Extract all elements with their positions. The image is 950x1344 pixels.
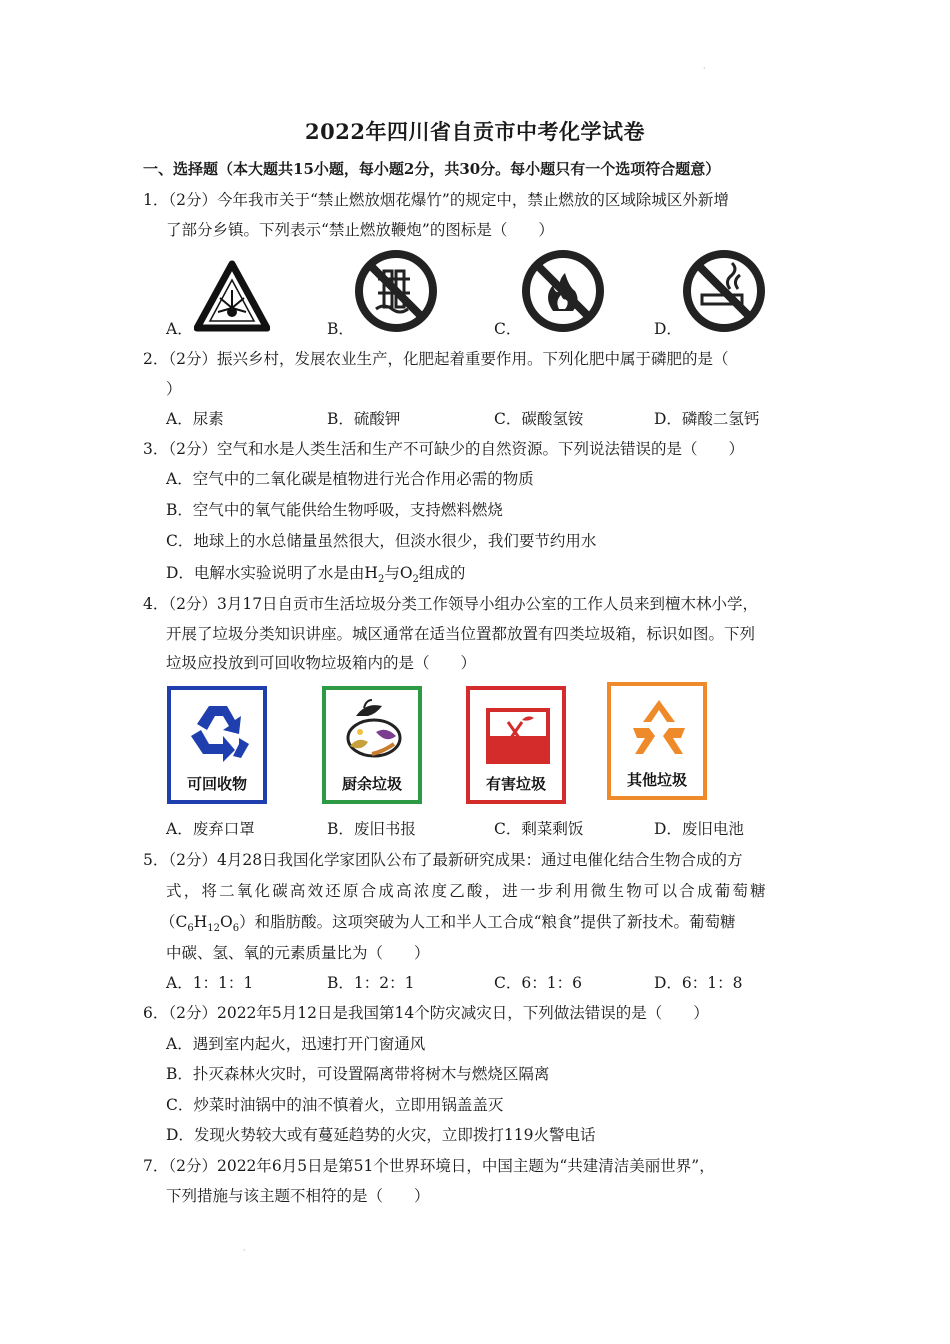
no-fire-icon <box>521 249 605 333</box>
q5-option-d: D．6：1：8 <box>654 974 743 992</box>
question-3-line-1: 3．（2分）空气和水是人类生活和生产不可缺少的自然资源。下列说法错误的是（ ） <box>143 440 744 458</box>
question-1-line-1: 1．（2分）今年我市关于“禁止燃放烟花爆竹”的规定中，禁止燃放的区域除城区外新增 <box>143 191 729 209</box>
q5-option-a: A．1：1：1 <box>166 974 254 992</box>
q6-option-c: C．炒菜时油锅中的油不慎着火，立即用锅盖盖灭 <box>166 1096 504 1114</box>
food-waste-icon <box>336 696 412 768</box>
q6-option-d: D．发现火势较大或有蔓延趋势的火灾，立即拨打119火警电话 <box>166 1126 596 1144</box>
q2-option-b: B．硫酸钾 <box>327 410 401 428</box>
hazardous-waste-bin-label: 有害垃圾 <box>485 775 546 793</box>
no-firecracker-icon <box>354 249 438 333</box>
q4-option-b: B．废旧书报 <box>327 820 416 838</box>
question-5-line-3 <box>160 911 735 940</box>
question-5-line-1: 5．（2分）4月28日我国化学家团队公布了最新研究成果：通过电催化结合生物合成的方 <box>143 851 743 869</box>
q2-option-d: D．磷酸二氢钙 <box>654 410 760 428</box>
no-smoking-icon <box>682 249 766 333</box>
q3-option-c: C．地球上的水总储量虽然很大，但淡水很少，我们要节约用水 <box>166 532 597 550</box>
subscript: 2 <box>412 574 419 586</box>
q5-option-b: B．1：2：1 <box>327 974 415 992</box>
kitchen-waste-bin-sign <box>322 686 422 804</box>
question-6-line-1: 6．（2分）2022年5月12日是我国第14个防灾减灾日，下列做法错误的是（ ） <box>143 1004 709 1022</box>
other-waste-bin-label: 其他垃圾 <box>626 771 687 789</box>
q1-option-a-label: A． <box>166 320 193 338</box>
question-2-line-2: ） <box>166 380 182 398</box>
q6-option-a: A．遇到室内起火，迅速打开门窗通风 <box>166 1035 426 1053</box>
page-title: 2022年四川省自贡市中考化学试卷 <box>305 119 645 144</box>
other-waste-bin-sign <box>607 682 707 800</box>
formula-part: H <box>193 913 208 931</box>
q3-option-d-prefix: D．电解水实验说明了水是由H <box>166 564 378 582</box>
q3-option-a: A．空气中的二氧化碳是植物进行光合作用必需的物质 <box>166 470 534 488</box>
subscript: 6 <box>232 923 240 935</box>
subscript: 6 <box>187 923 194 935</box>
corner-dot: · <box>703 64 706 73</box>
question-5-line-4: 中碳、氢、氧的元素质量比为（ ） <box>166 944 430 962</box>
question-5-line-2: 式，将二氧化碳高效还原合成高浓度乙酸，进一步利用微生物可以合成葡萄糖 <box>166 882 768 900</box>
q2-option-a: A．尿素 <box>166 410 224 428</box>
recyclable-bin-label: 可回收物 <box>186 775 247 793</box>
q3-option-d-suffix: 组成的 <box>418 564 466 582</box>
q6-option-b: B．扑灭森林火灾时，可设置隔离带将树木与燃烧区隔离 <box>166 1065 550 1083</box>
hazardous-icon <box>486 708 550 764</box>
formula-part: O <box>220 913 233 931</box>
question-7-line-2: 下列措施与该主题不相符的是（ ） <box>166 1187 430 1205</box>
q1-option-b-label: B． <box>327 320 354 338</box>
question-4-line-1: 4．（2分）3月17日自贡市生活垃圾分类工作领导小组办公室的工作人员来到檀木林小学， <box>143 595 759 613</box>
question-4-line-3: 垃圾应投放到可回收物垃圾箱内的是（ ） <box>166 654 477 672</box>
q4-option-a: A．废弃口罩 <box>166 820 255 838</box>
subscript: 12 <box>207 923 221 935</box>
q1-option-d-label: D． <box>654 320 682 338</box>
other-waste-icon <box>625 696 693 762</box>
kitchen-waste-bin-label: 厨余垃圾 <box>341 775 402 793</box>
q1-option-c-label: C． <box>494 320 522 338</box>
recyclable-bin-sign <box>167 686 267 804</box>
q4-option-d: D．废旧电池 <box>654 820 744 838</box>
question-5-line-3-text: ）和脂肪酸。这项突破为人工和半人工合成“粮食”提供了新技术。葡萄糖 <box>239 913 736 931</box>
q3-option-d <box>166 562 465 591</box>
recycle-icon <box>183 700 253 766</box>
q2-option-c: C．碳酸氢铵 <box>494 410 584 428</box>
formula-part: （C <box>160 913 188 931</box>
q4-option-c: C．剩菜剩饭 <box>494 820 584 838</box>
question-1-line-2: 了部分乡镇。下列表示“禁止燃放鞭炮”的图标是（ ） <box>166 221 554 239</box>
subscript: 2 <box>377 574 385 586</box>
section-heading: 一、选择题（本大题共15小题，每小题2分，共30分。每小题只有一个选项符合题意） <box>143 160 721 178</box>
q3-option-b: B．空气中的氧气能供给生物呼吸，支持燃料燃烧 <box>166 501 503 519</box>
explosive-warning-icon <box>194 260 270 332</box>
question-7-line-1: 7．（2分）2022年6月5日是第51个世界环境日，中国主题为“共建清洁美丽世界”， <box>143 1157 715 1175</box>
question-4-line-2: 开展了垃圾分类知识讲座。城区通常在适当位置都放置有四类垃圾箱，标识如图。下列 <box>166 625 756 643</box>
hazardous-waste-bin-sign <box>466 686 566 804</box>
footer-dot: · <box>243 1246 246 1255</box>
q5-option-c: C．6：1：6 <box>494 974 582 992</box>
question-2-line-1: 2．（2分）振兴乡村，发展农业生产，化肥起着重要作用。下列化肥中属于磷肥的是（ <box>143 350 729 368</box>
q3-option-d-mid: 与O <box>384 564 413 582</box>
